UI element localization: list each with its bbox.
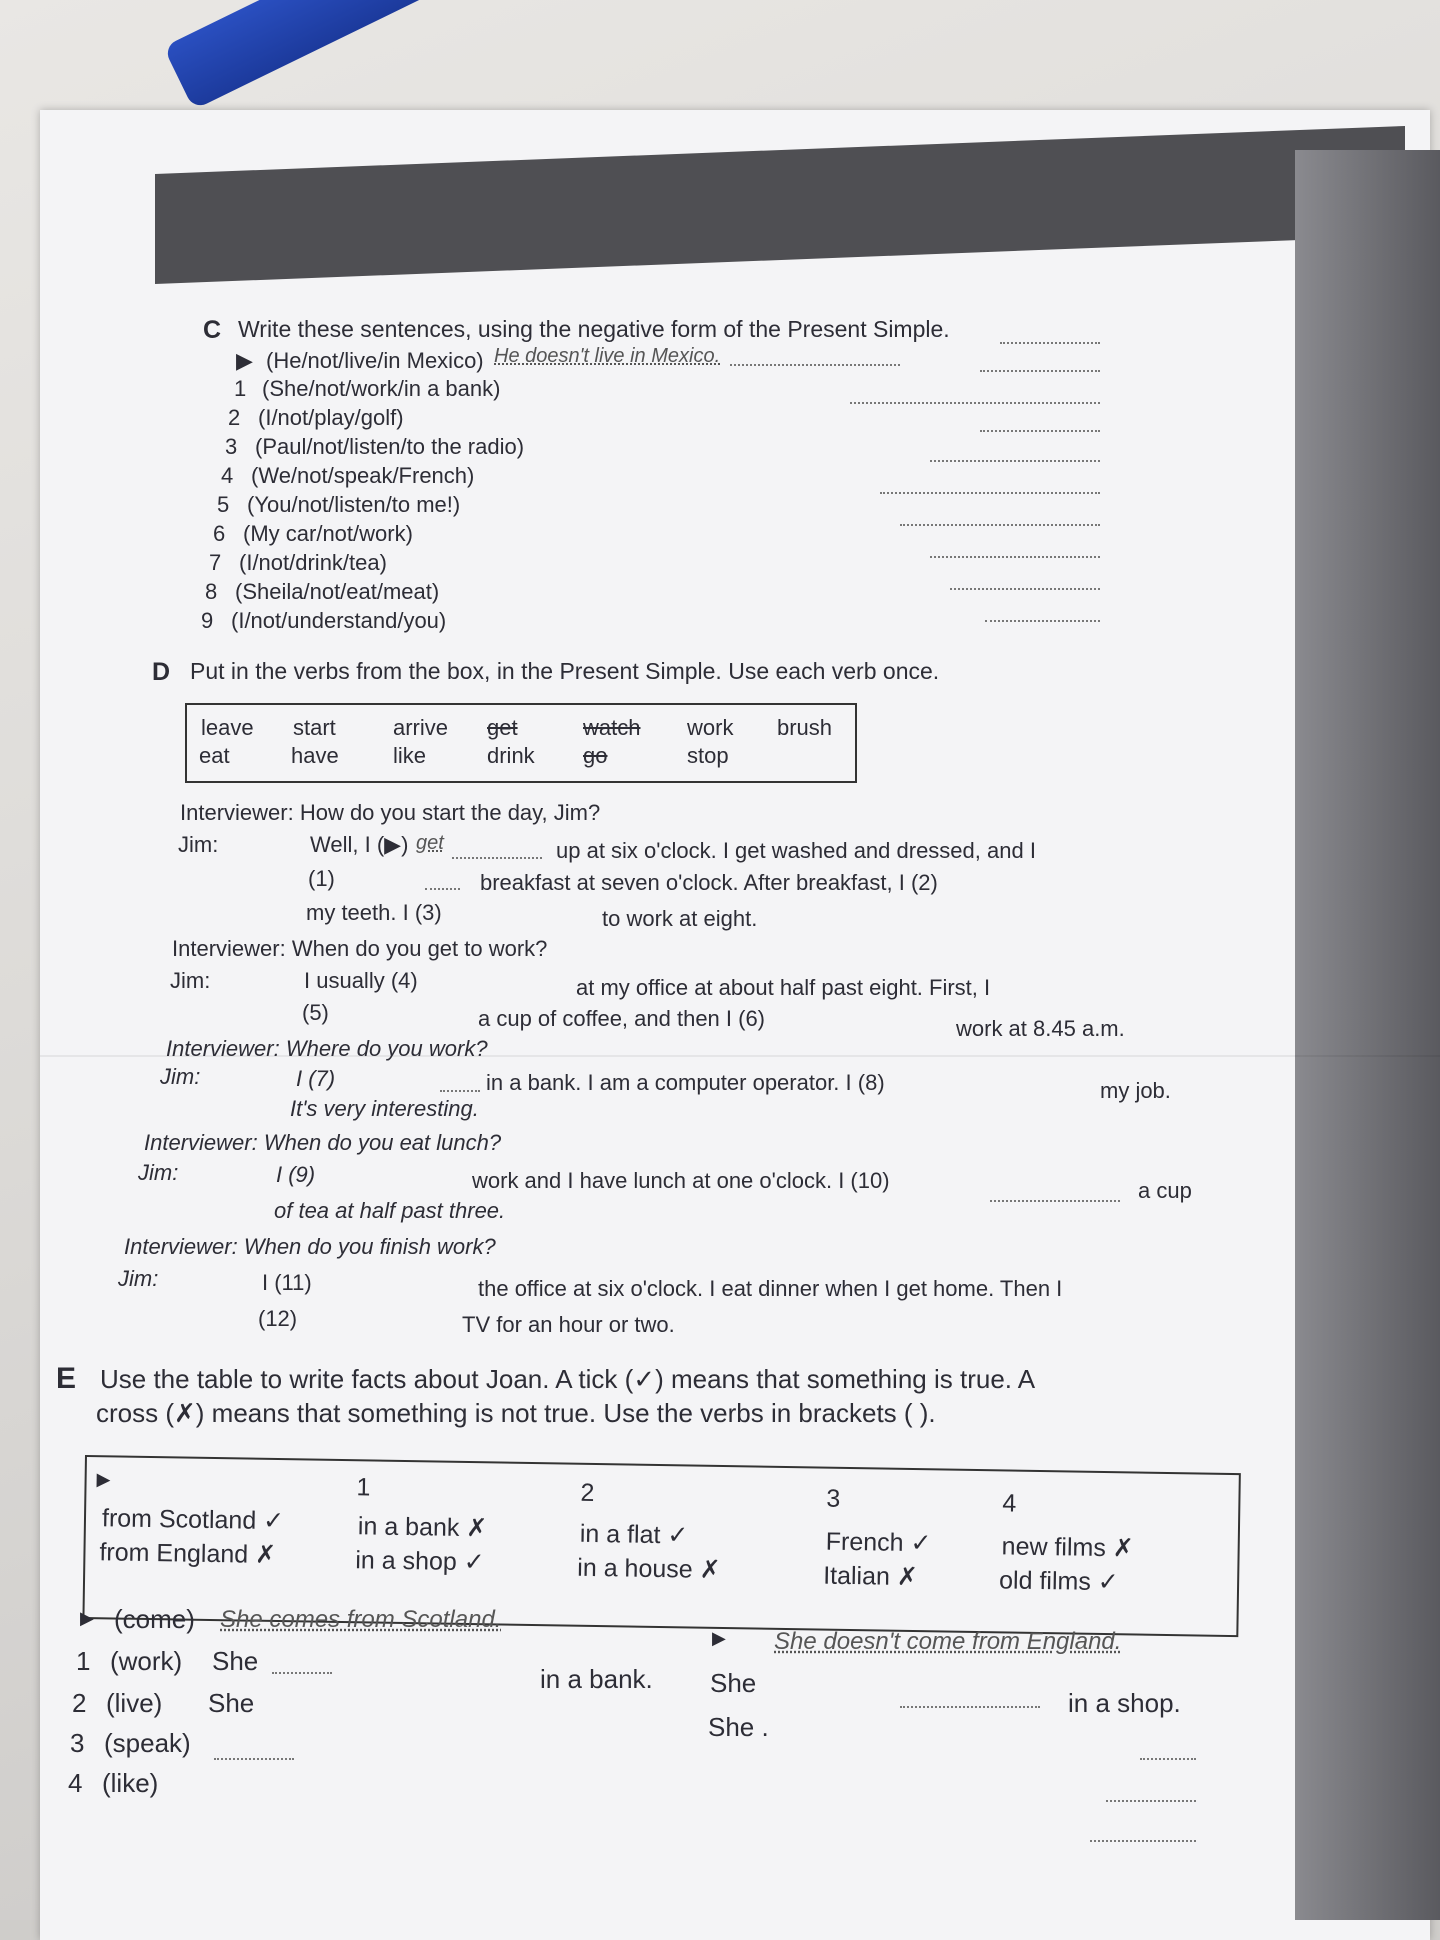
answer-line [985, 618, 1100, 622]
speaker-label: Jim: [178, 832, 219, 857]
answer-line [1090, 1838, 1196, 1842]
table-cell: in a bank ✗ [357, 1512, 488, 1543]
answer-line [900, 522, 1100, 526]
item-number: 5 [217, 492, 230, 517]
example-arrow-icon: ▶ [96, 1469, 111, 1490]
item-number: 6 [213, 521, 226, 546]
answer-line [425, 886, 460, 890]
example-arrow-icon: ▶ [236, 348, 253, 373]
answer-line [880, 490, 1100, 494]
answer-line [452, 855, 542, 859]
example-answer: He doesn't live in Mexico. [494, 345, 721, 367]
section-instruction: Use the table to write facts about Joan. A tick (✓) means that something is true. A [100, 1364, 1036, 1394]
speaker-label: Jim: [170, 968, 211, 993]
table-cell: Italian ✗ [822, 1561, 919, 1592]
answer-line [930, 458, 1100, 462]
table-cell: new films ✗ [1001, 1532, 1134, 1563]
example-answer: get [416, 832, 444, 854]
dialogue-line: breakfast at seven o'clock. After breakfast, I (2) [480, 870, 938, 895]
item-prompt: (You/not/listen/to me!) [247, 492, 461, 517]
dialogue-line: Interviewer: How do you start the day, Jim? [180, 800, 601, 825]
verb-word: get [487, 715, 518, 740]
verb-word: have [291, 743, 339, 768]
speaker-label: Jim: [118, 1266, 159, 1291]
verb-word: arrive [393, 715, 449, 740]
column-header: 3 [826, 1484, 841, 1513]
answer-line [440, 1088, 480, 1092]
speaker-label: Jim: [160, 1064, 201, 1089]
dialogue-line: Interviewer: When do you eat lunch? [144, 1130, 502, 1155]
dialogue-line: work and I have lunch at one o'clock. I (10) [472, 1168, 890, 1193]
verb-word: go [583, 743, 608, 768]
item-number: 2 [72, 1688, 87, 1718]
verb-word: eat [199, 743, 230, 768]
dialogue-line: at my office at about half past eight. First, I [576, 975, 991, 1000]
example-arrow-icon: ▶ [712, 1628, 726, 1648]
gap-number: (5) [302, 1000, 329, 1025]
verb-box [185, 703, 857, 783]
page-edge-bar [1295, 150, 1440, 1920]
table-cell: from Scotland ✓ [101, 1504, 285, 1536]
answer-line [900, 1704, 1040, 1708]
example-answer: She doesn't come from England. [774, 1628, 1122, 1655]
gap-number: (12) [258, 1306, 298, 1331]
item-number: 7 [209, 550, 222, 575]
verb-word: brush [777, 715, 833, 740]
section-letter: E [56, 1362, 77, 1395]
answer-line [272, 1670, 332, 1674]
table-cell: in a shop ✓ [355, 1546, 485, 1577]
dialogue-line: the office at six o'clock. I eat dinner when I get home. Then I [478, 1276, 1063, 1301]
item-she: She . [708, 1712, 769, 1742]
section-instruction: Write these sentences, using the negative form of the Present Simple. [238, 316, 950, 342]
item-number: 4 [68, 1768, 83, 1798]
item-text: in a bank. [540, 1664, 653, 1694]
answer-line [730, 362, 900, 366]
dialogue-line: Interviewer: When do you get to work? [172, 936, 548, 961]
item-prompt: (I/not/drink/tea) [239, 550, 387, 575]
item-verb: (live) [106, 1688, 163, 1718]
item-number: 3 [225, 434, 238, 459]
table-cell: in a flat ✓ [579, 1519, 689, 1550]
section-letter: C [203, 316, 222, 344]
answer-line [990, 1198, 1120, 1202]
column-header: 4 [1002, 1489, 1017, 1518]
dialogue-line: TV for an hour or two. [462, 1312, 675, 1337]
dialogue-line: a cup of coffee, and then I (6) [478, 1006, 766, 1031]
item-verb: (work) [110, 1646, 183, 1676]
example-prompt: (He/not/live/in Mexico) [266, 348, 484, 373]
verb-word: leave [201, 715, 254, 740]
table-cell: from England ✗ [99, 1538, 277, 1570]
speaker-label: Jim: [138, 1160, 179, 1185]
gap-number: I (7) [296, 1066, 336, 1091]
dialogue-line: I usually (4) [304, 968, 418, 993]
item-prompt: (We/not/speak/French) [251, 463, 475, 488]
dialogue-line: a cup [1138, 1178, 1192, 1203]
dialogue-line: Interviewer: When do you finish work? [124, 1234, 496, 1259]
example-answer: She comes from Scotland. [220, 1606, 502, 1633]
column-header: 1 [356, 1473, 371, 1502]
answer-line [950, 586, 1100, 590]
answer-line [930, 554, 1100, 558]
example-verb: (come) [114, 1604, 195, 1634]
answer-line [980, 428, 1100, 432]
dialogue-line: my teeth. I (3) [306, 900, 442, 925]
answer-line [214, 1756, 294, 1760]
gap-number: (1) [308, 866, 335, 891]
gap-number: I (9) [276, 1162, 316, 1187]
answer-line [1000, 340, 1100, 344]
answer-line [1140, 1756, 1196, 1760]
verb-word: work [687, 715, 734, 740]
verb-word: like [393, 743, 427, 768]
item-number: 1 [76, 1646, 91, 1676]
section-instruction: cross (✗) means that something is not true. Use the verbs in brackets ( ). [96, 1398, 936, 1428]
verb-word: drink [487, 743, 535, 768]
item-she: She [710, 1668, 757, 1698]
verb-word: stop [687, 743, 729, 768]
section-letter: D [152, 658, 171, 686]
dialogue-line: to work at eight. [602, 906, 758, 931]
column-header: 2 [580, 1478, 595, 1508]
verb-word: start [293, 715, 336, 740]
dialogue-line: It's very interesting. [290, 1096, 479, 1121]
item-number: 3 [70, 1728, 85, 1758]
answer-line [850, 400, 1100, 404]
dialogue-line: Interviewer: Where do you work? [166, 1036, 488, 1061]
item-prompt: (Paul/not/listen/to the radio) [255, 434, 525, 459]
dialogue-line: Well, I (▶) [310, 832, 409, 857]
dialogue-line: in a bank. I am a computer operator. I (8) [486, 1070, 885, 1095]
table-cell: French ✓ [825, 1527, 932, 1558]
item-she: She [212, 1646, 259, 1676]
item-number: 4 [221, 463, 234, 488]
item-number: 2 [228, 405, 241, 430]
dialogue-line: my job. [1100, 1078, 1171, 1103]
dialogue-line: of tea at half past three. [274, 1198, 506, 1223]
answer-line [980, 368, 1100, 372]
example-arrow-icon: ▶ [80, 1608, 94, 1628]
item-prompt: (Sheila/not/eat/meat) [235, 579, 440, 604]
item-text: in a shop. [1068, 1688, 1181, 1718]
item-number: 1 [234, 376, 247, 401]
gap-number: I (11) [262, 1270, 312, 1295]
item-prompt: (I/not/understand/you) [231, 608, 447, 633]
item-verb: (speak) [104, 1728, 191, 1758]
dialogue-line: work at 8.45 a.m. [956, 1016, 1125, 1041]
section-instruction: Put in the verbs from the box, in the Present Simple. Use each verb once. [190, 658, 940, 684]
item-number: 8 [205, 579, 218, 604]
dialogue-line: up at six o'clock. I get washed and dressed, and I [556, 838, 1036, 863]
verb-word: watch [583, 715, 641, 740]
item-she: She [208, 1688, 255, 1718]
item-prompt: (My car/not/work) [243, 521, 413, 546]
item-prompt: (She/not/work/in a bank) [262, 376, 501, 401]
item-number: 9 [201, 608, 214, 633]
table-cell: in a house ✗ [577, 1553, 721, 1584]
item-prompt: (I/not/play/golf) [258, 405, 404, 430]
item-verb: (like) [102, 1768, 159, 1798]
answer-line [1106, 1798, 1196, 1802]
table-cell: old films ✓ [998, 1566, 1119, 1597]
